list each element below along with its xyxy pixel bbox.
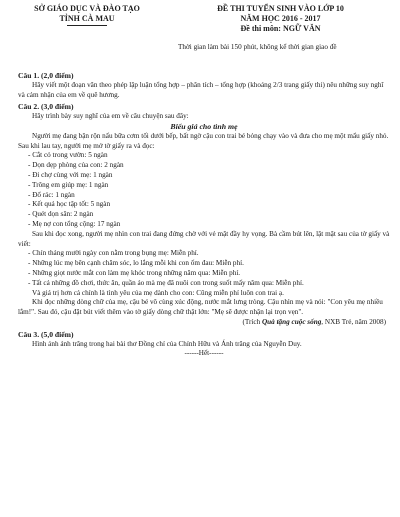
q1-title: Câu 1. (2,0 điểm) — [18, 71, 74, 80]
bill-item: - Cắt cỏ trong vườn: 5 ngàn — [28, 151, 108, 160]
exam-title: ĐỀ THI TUYỂN SINH VÀO LỚP 10 — [217, 4, 344, 13]
time-note: Thời gian làm bài 150 phút, không kể thời gian giao đề — [178, 43, 337, 51]
q3-body: Hình ảnh ánh trăng trong hai bài thơ Đồng chí của Chính Hữu và Ánh trăng của Nguyễn Duy. — [32, 339, 302, 348]
bill-item: - Đổ rác: 1 ngàn — [28, 190, 75, 199]
bill-item: - Kết quả học tập tốt: 5 ngàn — [28, 200, 111, 209]
q2-intro: Hãy trình bày suy nghĩ của em về câu chuyện sau đây: — [32, 112, 189, 121]
bill-item: - Mẹ nợ con tổng cộng: 17 ngàn — [28, 219, 121, 228]
school-year: NĂM HỌC 2016 - 2017 — [240, 14, 321, 23]
bill-item: - Đi chợ cùng với mẹ: 1 ngàn — [28, 170, 113, 179]
story-para-2: Sau khi đọc xong, người mẹ nhìn con trai đang đứng chờ với vẻ mặt đầy hy vọng. Bà cầm bút lên, lật mặt sau của tờ giấy và viết: — [18, 229, 390, 248]
story-para-1: Người mẹ đang bận rộn nấu bữa cơm tối dưới bếp, bất ngờ cậu con trai bé bỏng chạy vào và đưa cho mẹ một mẩu giấy nhỏ. Sau khi lau tay, người mẹ mở tờ giấy ra và đọc: — [18, 131, 389, 150]
mother-item: - Những giọt nước mắt con làm mẹ khóc trong những năm qua: Miễn phí. — [28, 268, 241, 277]
story-para-3: Và giá trị hơn cả chính là tình yêu của mẹ dành cho con: Cũng miễn phí luôn con trai ạ. — [32, 288, 284, 297]
end-mark: ------Hết------ — [184, 349, 224, 358]
department-name: SỞ GIÁO DỤC VÀ ĐÀO TẠO — [34, 4, 140, 13]
citation-prefix: (Trích — [242, 317, 262, 326]
q2-title: Câu 2. (3,0 điểm) — [18, 102, 74, 112]
bill-item: - Trông em giúp mẹ: 1 ngàn — [28, 180, 109, 189]
story-title: Biểu giá cho tình mẹ — [170, 121, 238, 131]
bill-item: - Dọn dẹp phòng của con: 2 ngàn — [28, 161, 124, 170]
header-left — [12, 4, 162, 26]
header-right — [178, 4, 383, 34]
citation-book: Quà tặng cuộc sống — [261, 317, 322, 326]
exam-subject: Đề thi môn: NGỮ VĂN — [240, 24, 321, 33]
header-left-underline — [67, 25, 107, 26]
mother-item: - Tất cả những đồ chơi, thức ăn, quần áo mà mẹ đã nuôi con trong suốt mấy năm qua: Miễn phí. — [28, 278, 304, 287]
mother-item: - Chín tháng mười ngày con nằm trong bụng mẹ: Miễn phí. — [28, 249, 199, 258]
bill-item: - Quét dọn sân: 2 ngàn — [28, 210, 94, 219]
q1-body: Hãy viết một đoạn văn theo phép lập luận tổng hợp – phân tích – tổng hợp (khoảng 2/3 trang giấy thi) nêu những suy nghĩ và cảm nhận của em về quê hương. — [18, 80, 384, 99]
mother-item: - Những lúc mẹ bên cạnh chăm sóc, lo lắng mỗi khi con ốm đau: Miễn phí. — [28, 259, 244, 268]
exam-content — [18, 69, 390, 359]
province-name: TỈNH CÀ MAU — [59, 14, 115, 23]
q3-title: Câu 3. (5,0 điểm) — [18, 329, 74, 339]
story-para-4: Khi đọc những dòng chữ của mẹ, cậu bé vô cùng xúc động, nước mắt lưng tròng. Cậu nhìn mẹ và nói: "Con yêu mẹ nhiều lắm!". Sau đó, cậu đặt bút viết thêm vào tờ giấy dòng chữ thật lớn: "Mẹ sẽ được nhận lại trọn vẹn". — [18, 298, 383, 317]
citation-suffix: , NXB Trẻ, năm 2008) — [321, 317, 386, 326]
citation — [18, 318, 390, 328]
